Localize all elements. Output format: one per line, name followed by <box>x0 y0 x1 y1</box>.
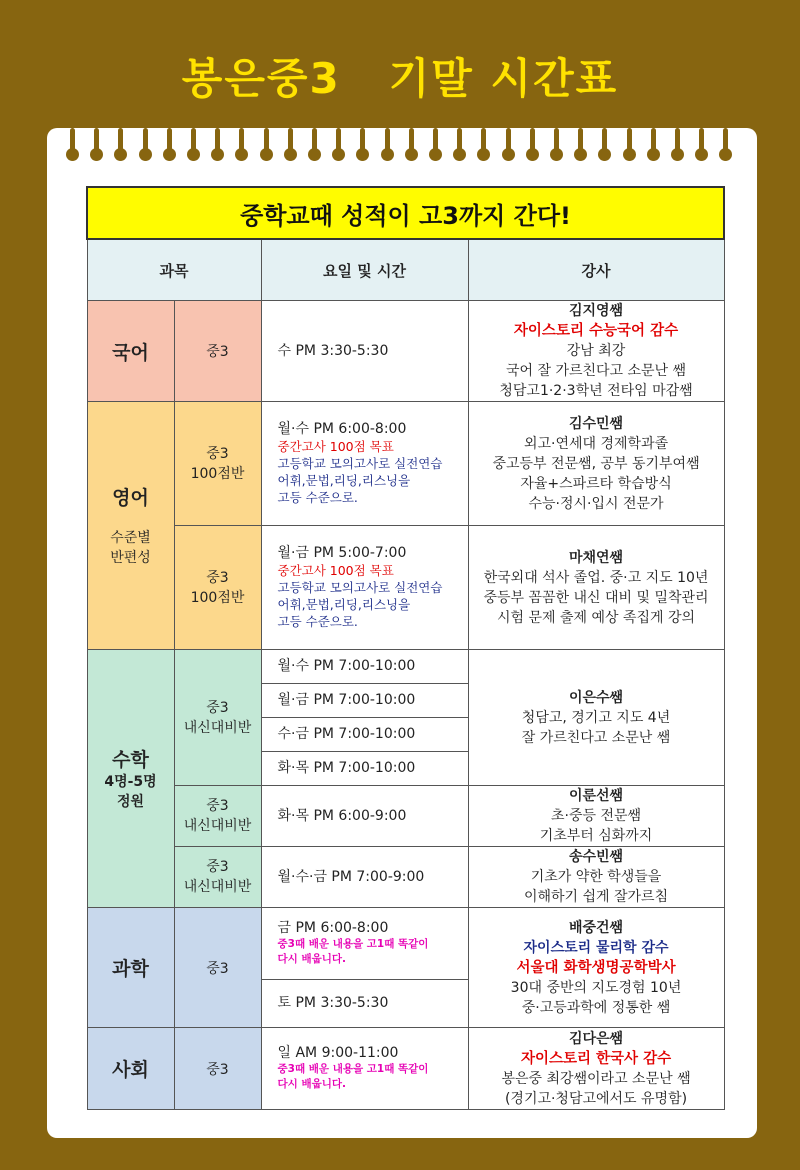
teacher-english-1 <box>468 402 724 526</box>
teacher-line: 30대 중반의 지도경험 10년 <box>510 979 682 996</box>
grade-math-2 <box>174 786 261 847</box>
teacher-line: 잘 가르친다고 소문난 쌤 <box>521 729 671 746</box>
note-text: 중3때 배운 내용을 고1때 똑같이 <box>277 1063 429 1075</box>
time-science-1 <box>261 908 468 980</box>
teacher-name: 송수빈쌤 <box>568 849 624 865</box>
teacher-line: 기초부터 심화까지 <box>539 828 653 844</box>
grade-level: 내신대비반 <box>183 818 252 834</box>
binding-hole <box>526 148 539 161</box>
subject-english-label: 영어 <box>112 487 149 509</box>
time-math-1d: 화·목 PM 7:00-10:00 <box>261 752 468 786</box>
goal-text: 중간고사 100점 목표 <box>277 563 394 578</box>
goal-text: 중간고사 100점 목표 <box>277 439 394 454</box>
header-subject: 과목 <box>87 239 261 301</box>
teacher-line: 강남 최강 <box>566 343 626 359</box>
page-title <box>0 46 800 106</box>
desc-text: 어휘,문법,리딩,리스닝을 <box>277 597 411 612</box>
binding-hole <box>235 148 248 161</box>
teacher-name: 김지영쌤 <box>568 303 624 319</box>
banner: 중학교때 성적이 고3까지 간다! <box>87 187 724 239</box>
binding-hole <box>671 148 684 161</box>
time-slot: 일 AM 9:00-11:00 <box>277 1045 399 1061</box>
time-math-1a: 월·수 PM 7:00-10:00 <box>261 650 468 684</box>
title-subject: 기말 시간표 <box>388 54 619 103</box>
teacher-line: (경기고·청담고에서도 유명함) <box>504 1090 688 1107</box>
header-teacher: 강사 <box>468 239 724 301</box>
time-math-3: 월·수·금 PM 7:00-9:00 <box>261 847 468 908</box>
teacher-line: 중·고등과학에 정통한 쌤 <box>521 999 671 1016</box>
desc-text: 고등 수준으로. <box>277 614 358 629</box>
binding-hole <box>647 148 660 161</box>
teacher-line: 초·중등 전문쌤 <box>551 808 642 824</box>
teacher-social <box>468 1028 724 1110</box>
grade-science: 중3 <box>174 908 261 1028</box>
time-slot: 월·금 PM 5:00-7:00 <box>277 545 407 561</box>
binding-hole <box>477 148 490 161</box>
time-math-1c: 수·금 PM 7:00-10:00 <box>261 718 468 752</box>
note-text: 중3때 배운 내용을 고1때 똑같이 <box>277 938 429 950</box>
binding-hole <box>574 148 587 161</box>
notepad-binding <box>66 148 746 168</box>
teacher-math-2 <box>468 786 724 847</box>
teacher-line: 시험 문제 출제 예상 족집게 강의 <box>496 609 696 626</box>
grade-label: 중3 <box>206 699 229 716</box>
grade-label: 중3 <box>206 859 229 875</box>
english-note: 수준별 <box>110 530 151 546</box>
time-slot: 금 PM 6:00-8:00 <box>277 920 389 936</box>
grade-level: 100점반 <box>190 465 245 482</box>
binding-hole <box>405 148 418 161</box>
grade-label: 중3 <box>206 569 229 586</box>
binding-hole <box>66 148 79 161</box>
teacher-line: 청담고1·2·3학년 전타임 마감쌤 <box>499 383 693 399</box>
desc-text: 어휘,문법,리딩,리스닝을 <box>277 473 411 488</box>
teacher-title: 자이스토리 물리학 감수 <box>523 939 669 956</box>
time-math-1b: 월·금 PM 7:00-10:00 <box>261 684 468 718</box>
teacher-english-2 <box>468 526 724 650</box>
grade-level: 100점반 <box>190 589 245 606</box>
binding-hole <box>502 148 515 161</box>
math-note: 4명-5명 <box>104 774 157 790</box>
binding-hole <box>139 148 152 161</box>
teacher-math-3 <box>468 847 724 908</box>
teacher-name: 김수민쌤 <box>568 415 624 432</box>
grade-english-2 <box>174 526 261 650</box>
binding-hole <box>598 148 611 161</box>
binding-hole <box>381 148 394 161</box>
teacher-line: 중등부 꼼꼼한 내신 대비 및 밀착관리 <box>483 589 709 606</box>
desc-text: 고등학교 모의고사로 실전연습 <box>277 580 443 595</box>
time-korean: 수 PM 3:30-5:30 <box>261 301 468 402</box>
header-schedule: 요일 및 시간 <box>261 239 468 301</box>
teacher-line: 이해하기 쉽게 잘가르침 <box>523 889 669 905</box>
subject-social: 사회 <box>87 1028 174 1110</box>
time-math-2: 화·목 PM 6:00-9:00 <box>261 786 468 847</box>
subject-english <box>87 402 174 650</box>
grade-social: 중3 <box>174 1028 261 1110</box>
grade-english-1 <box>174 402 261 526</box>
time-english-1 <box>261 402 468 526</box>
teacher-line: 자율+스파르타 학습방식 <box>520 475 672 492</box>
teacher-name: 이은수쌤 <box>568 689 624 706</box>
subject-math-label: 수학 <box>112 749 149 771</box>
note-text: 다시 배웁니다. <box>277 953 347 965</box>
binding-hole <box>114 148 127 161</box>
binding-hole <box>453 148 466 161</box>
binding-hole <box>332 148 345 161</box>
desc-text: 고등학교 모의고사로 실전연습 <box>277 456 443 471</box>
grade-math-1 <box>174 650 261 786</box>
binding-hole <box>623 148 636 161</box>
teacher-line: 청담고, 경기고 지도 4년 <box>521 709 671 726</box>
subject-math <box>87 650 174 908</box>
time-social <box>261 1028 468 1110</box>
teacher-title: 자이스토리 수능국어 감수 <box>513 323 679 339</box>
teacher-name: 김다은쌤 <box>568 1030 624 1047</box>
teacher-math-1 <box>468 650 724 786</box>
teacher-science <box>468 908 724 1028</box>
desc-text: 고등 수준으로. <box>277 490 358 505</box>
teacher-title: 자이스토리 한국사 감수 <box>520 1050 672 1067</box>
time-slot: 월·수 PM 6:00-8:00 <box>277 421 407 437</box>
binding-hole <box>187 148 200 161</box>
binding-hole <box>260 148 273 161</box>
teacher-line: 기초가 약한 학생들을 <box>530 869 662 885</box>
grade-korean: 중3 <box>174 301 261 402</box>
binding-hole <box>308 148 321 161</box>
timetable <box>86 186 725 1110</box>
time-english-2 <box>261 526 468 650</box>
teacher-line: 중고등부 전문쌤, 공부 동기부여쌤 <box>492 455 700 472</box>
teacher-line: 한국외대 석사 졸업. 중·고 지도 10년 <box>483 569 709 586</box>
grade-level: 내신대비반 <box>183 879 252 895</box>
title-school: 봉은중3 <box>181 54 341 103</box>
subject-science: 과학 <box>87 908 174 1028</box>
grade-label: 중3 <box>206 445 229 462</box>
teacher-title: 서울대 화학생명공학박사 <box>516 959 676 976</box>
binding-hole <box>356 148 369 161</box>
binding-hole <box>550 148 563 161</box>
subject-korean: 국어 <box>87 301 174 402</box>
teacher-korean <box>468 301 724 402</box>
binding-hole <box>695 148 708 161</box>
teacher-name: 이룬선쌤 <box>568 788 624 804</box>
teacher-name: 마채연쌤 <box>568 549 624 566</box>
time-science-2: 토 PM 3:30-5:30 <box>261 980 468 1028</box>
teacher-line: 봉은중 최강쌤이라고 소문난 쌤 <box>501 1070 691 1087</box>
grade-level: 내신대비반 <box>183 719 252 736</box>
binding-hole <box>90 148 103 161</box>
teacher-name: 배중건쌤 <box>568 919 624 936</box>
binding-hole <box>284 148 297 161</box>
binding-hole <box>429 148 442 161</box>
math-note2: 정원 <box>116 794 145 810</box>
binding-hole <box>719 148 732 161</box>
teacher-line: 외고·연세대 경제학과졸 <box>523 435 669 452</box>
binding-hole <box>163 148 176 161</box>
grade-math-3 <box>174 847 261 908</box>
teacher-line: 수능·정시·입시 전문가 <box>528 495 664 512</box>
grade-label: 중3 <box>206 798 229 814</box>
note-text: 다시 배웁니다. <box>277 1078 347 1090</box>
teacher-line: 국어 잘 가르친다고 소문난 쌤 <box>505 363 687 379</box>
english-note2: 반편성 <box>110 550 151 566</box>
binding-hole <box>211 148 224 161</box>
